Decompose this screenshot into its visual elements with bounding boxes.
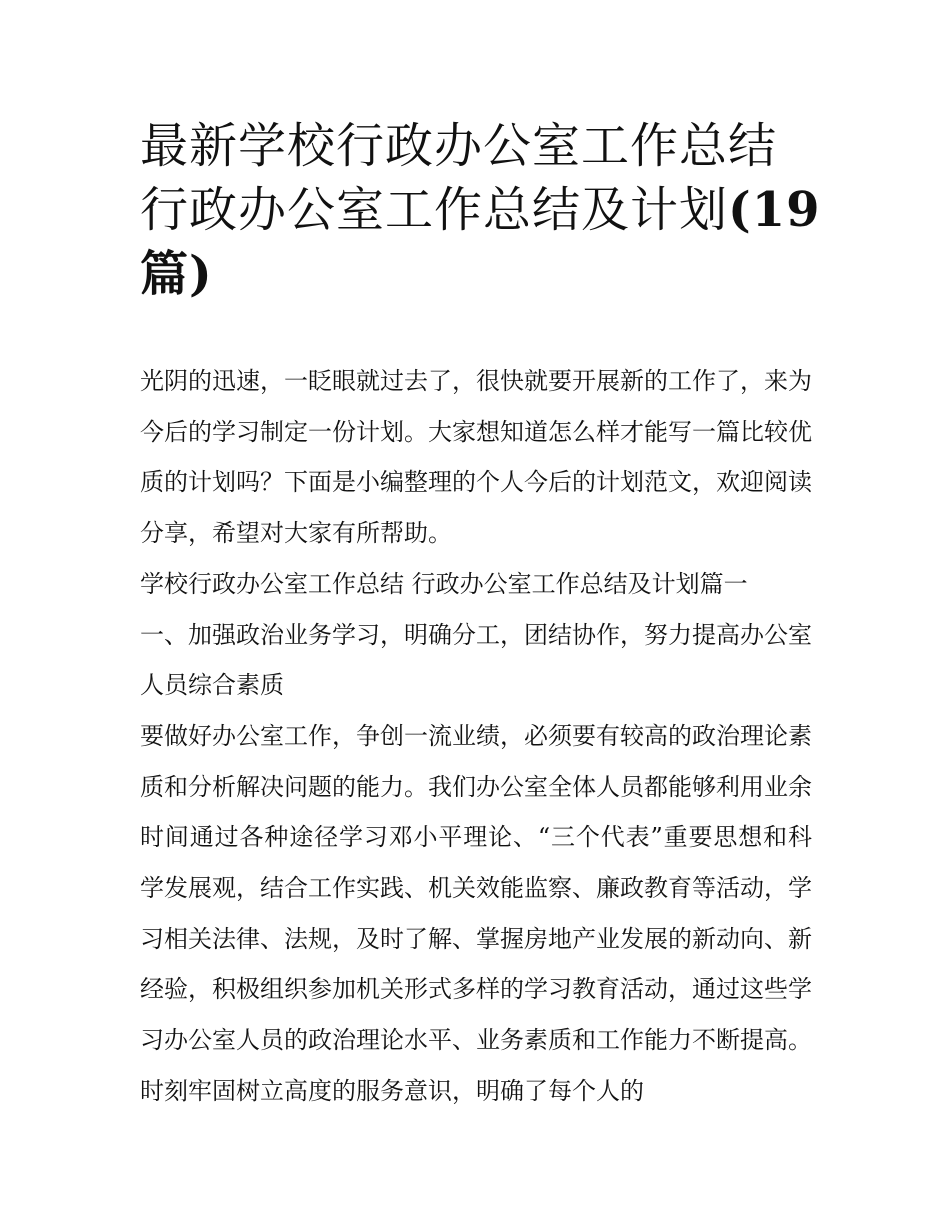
title-line-3-paren: )	[189, 246, 213, 302]
title-line-2-text: 行政办公室工作总结及计划	[140, 182, 729, 238]
document-body	[140, 356, 812, 1117]
title-line-3-text: 篇	[140, 246, 190, 302]
intro-paragraph: 光阴的迅速，一眨眼就过去了，很快就要开展新的工作了，来为今后的学习制定一份计划。大家想知道怎么样才能写一篇比较优质的计划吗？下面是小编整理的个人今后的计划范文，欢迎阅读分享，希望对大家有所帮助。	[140, 367, 812, 548]
subsection-heading: 一、加强政治业务学习，明确分工，团结协作，努力提高办公室人员综合素质	[140, 620, 812, 700]
body-paragraph: 要做好办公室工作，争创一流业绩，必须要有较高的政治理论素质和分析解决问题的能力。我们办公室全体人员都能够利用业余时间通过各种途径学习邓小平理论、“三个代表”重要思想和科学发展观，结合工作实践、机关效能监察、廉政教育等活动，学习相关法律、法规，及时了解、掌握房地产业发展的新动向、新经验，积极组织参加机关形式多样的学习教育活动，通过这些学习办公室人员的政治理论水平、业务素质和工作能力不断提高。时刻牢固树立高度的服务意识，明确了每个人的	[140, 721, 812, 1105]
document-title	[140, 114, 821, 306]
title-line-2	[140, 178, 821, 242]
section-heading: 学校行政办公室工作总结 行政办公室工作总结及计划篇一	[140, 569, 748, 598]
title-line-3	[140, 242, 812, 306]
title-line-1: 最新学校行政办公室工作总结	[140, 118, 778, 174]
title-line-2-paren: (19	[728, 182, 821, 238]
